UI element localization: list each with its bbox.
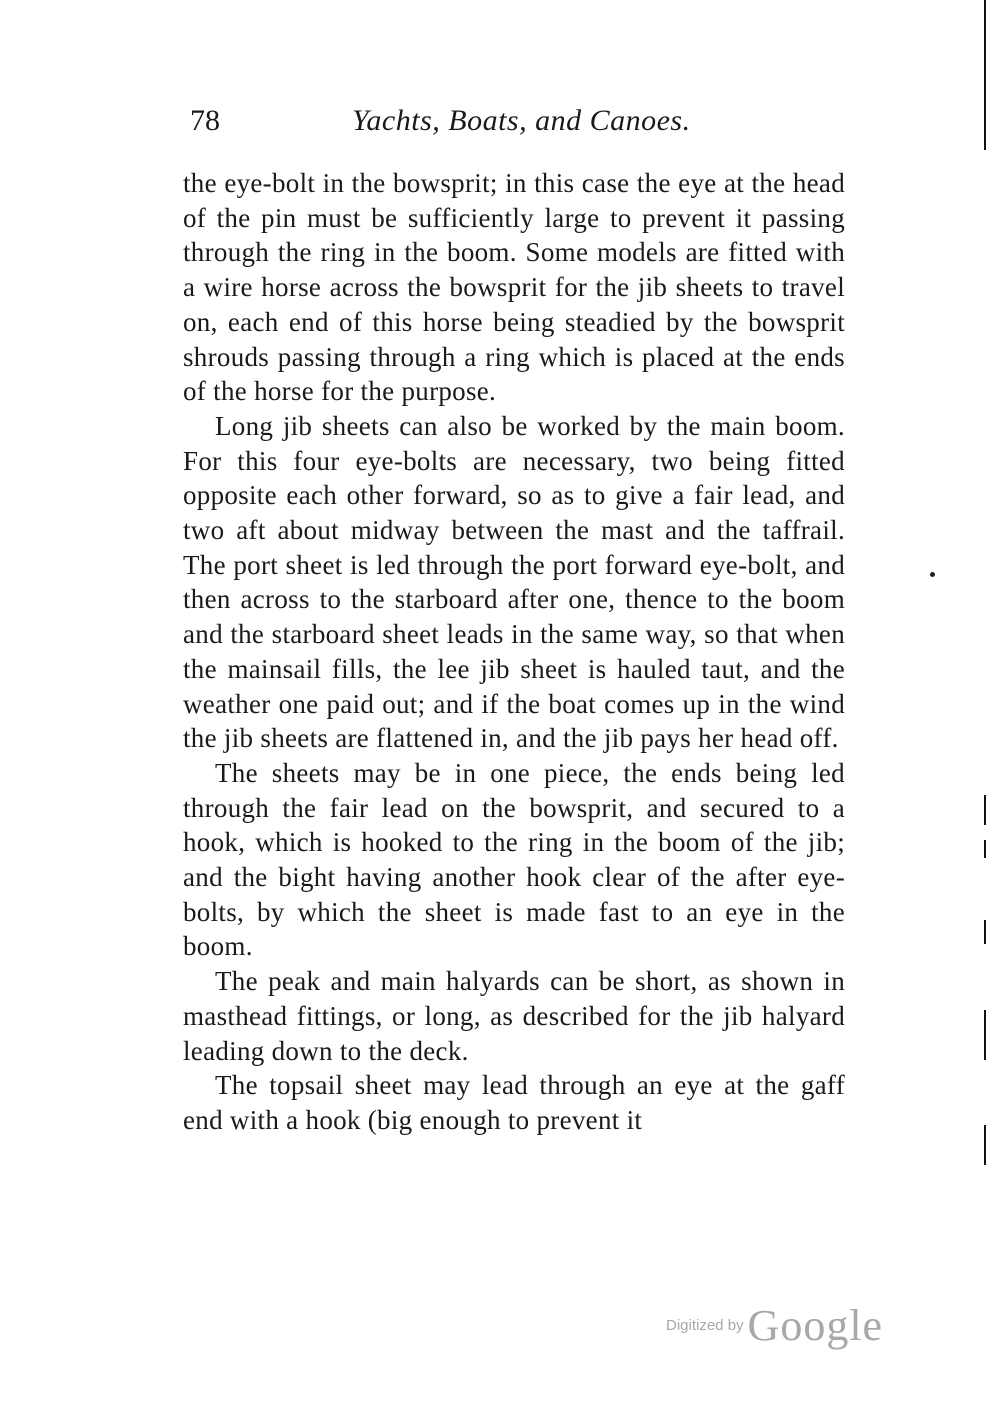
page-edge-line (984, 840, 986, 858)
paragraph: The sheets may be in one piece, the ends being led through the fair lead on the bowsprit, and secured to a hook, which is hooked to the ring in the boom of the jib; and the bight having another hook clear of the after eye-bolts, by which the sheet is made fast to an eye in the boom. (183, 757, 845, 962)
google-logo: Google (747, 1301, 884, 1350)
running-title: Yachts, Boats, and Canoes. (352, 104, 691, 137)
watermark-prefix: Digitized by (666, 1317, 744, 1334)
page-edge-line (984, 795, 986, 825)
paragraph: Long jib sheets can also be worked by the main boom. For this four eye-bolts are necessary, two being fitted opposite each other forward, so as to give a fair lead, and two aft about midway between the mast and the taffrail. The port sheet is led through the port forward eye-bolt, and then across to the starboard after one, thence to the boom and the starboard sheet leads in the same way, so that when the mainsail fills, the lee jib sheet is hauled taut, and the weather one paid out; and if the boat comes up in the wind the jib sheets are flattened in, and the jib pays her head off. (183, 410, 845, 754)
page-edge-line (984, 0, 986, 150)
body-text (183, 166, 845, 1138)
paragraph: The topsail sheet may lead through an eye at the gaff end with a hook (big enough to prevent it (183, 1070, 845, 1135)
page-edge-line (984, 1010, 986, 1060)
page-number: 78 (190, 104, 220, 137)
page-edge-line (984, 920, 986, 944)
page-edge-line (984, 1125, 986, 1165)
paragraph: The peak and main halyards can be short, as shown in masthead fittings, or long, as described for the jib halyard leading down to the deck. (183, 966, 845, 1066)
paragraph: the eye-bolt in the bowsprit; in this case the eye at the head of the pin must be sufficiently large to prevent it passing through the ring in the boom. Some models are fitted with a wire horse across the bowsprit for the jib sheets to travel on, each end of this horse being steadied by the bowsprit shrouds passing through a ring which is placed at the ends of the horse for the purpose. (183, 168, 845, 407)
scan-speck (930, 572, 935, 577)
digitized-watermark (666, 1300, 883, 1351)
